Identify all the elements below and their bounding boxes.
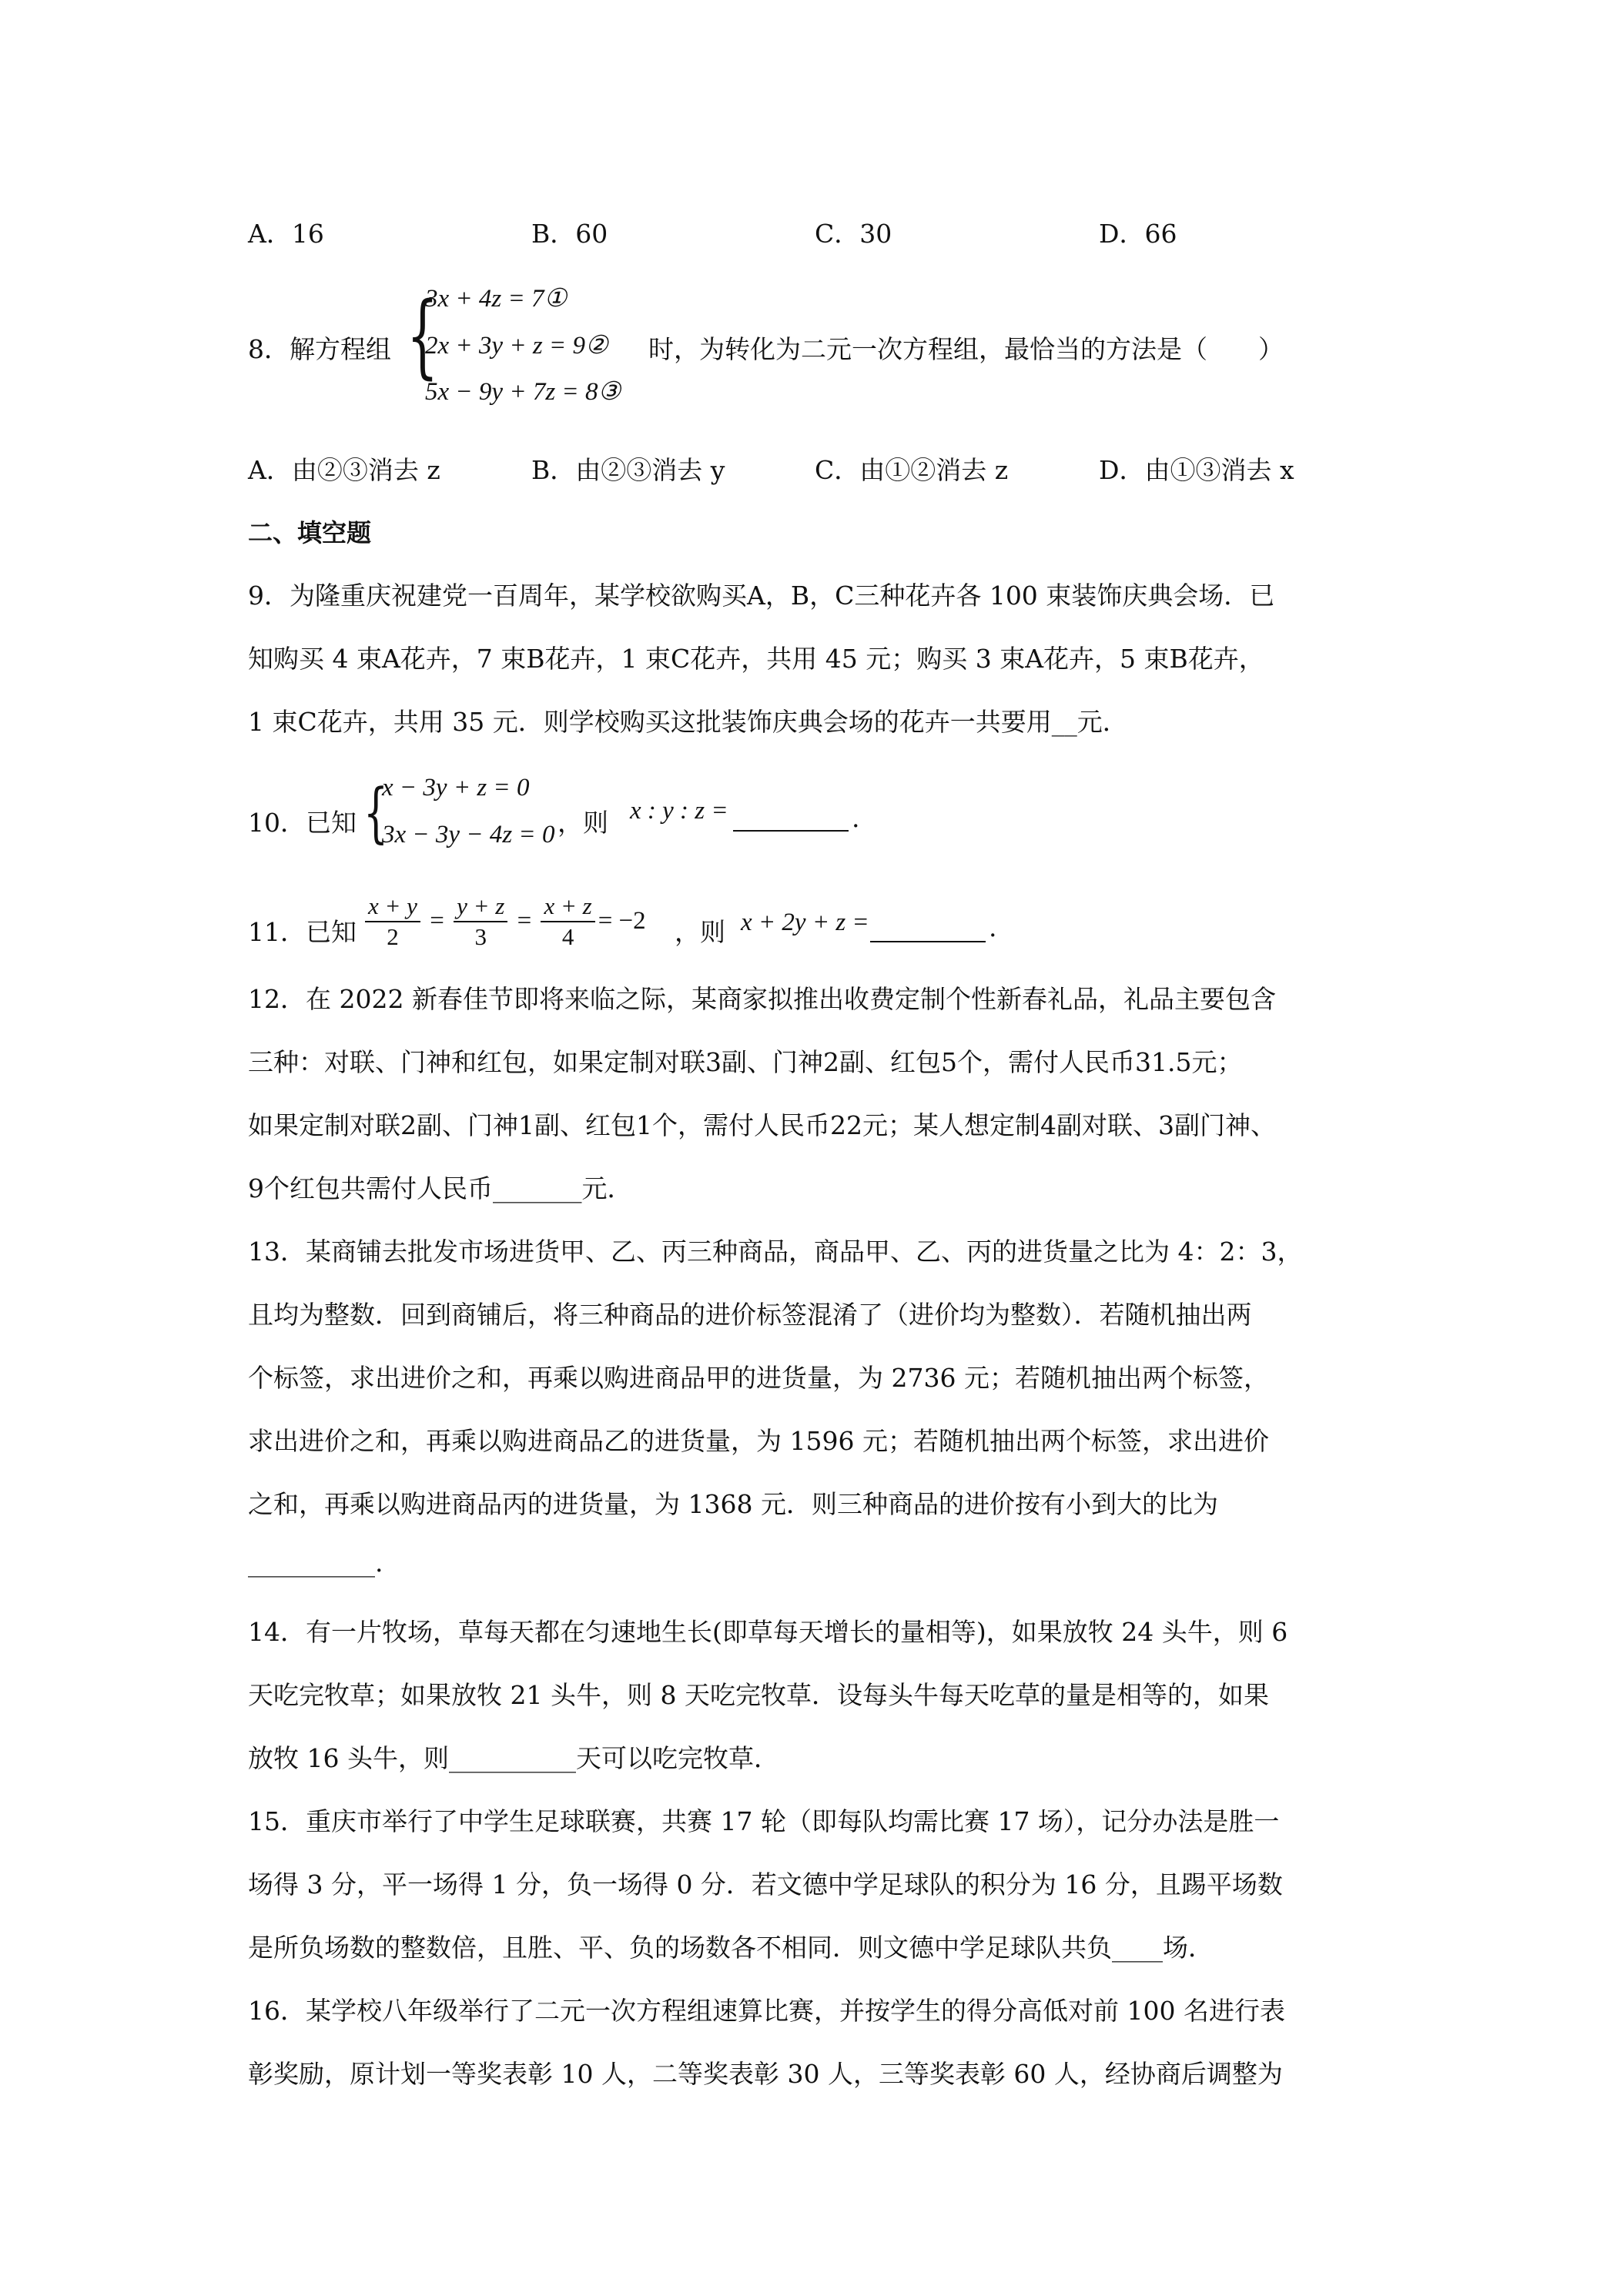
q15-line-3: 是所负场数的整数倍，且胜、平、负的场数各不相同．则文德中学足球队共负____场． (248, 1933, 1214, 1963)
q7-option-d: D．66 (1099, 219, 1177, 249)
q11-ask: x + 2y + z = (741, 909, 869, 936)
section-title-fill-in: 二、填空题 (248, 518, 372, 547)
q11-value: = −2 (598, 907, 646, 935)
q13-line-3: 个标签，求出进价之和，再乘以购进商品甲的进货量，为 2736 元；若随机抽出两个标签， (248, 1363, 1269, 1393)
q11-mid: ，则 (675, 917, 725, 947)
q13-line-5: 之和，再乘以购进商品丙的进货量，为 1368 元．则三种商品的进价按有小到大的比为 (248, 1489, 1218, 1519)
q9-line-2: 知购买 4 束A花卉，7 束B花卉，1 束C花卉，共用 45 元；购买 3 束A花卉，5 束B花卉， (248, 644, 1264, 674)
q14-line-2: 天吃完牧草；如果放牧 21 头牛，则 8 天吃完牧草．设每头牛每天吃草的量是相等的，如果 (248, 1680, 1269, 1710)
q13-line-1: 13．某商铺去批发市场进货甲、乙、丙三种商品，商品甲、乙、丙的进货量之比为 4：2：3， (248, 1237, 1303, 1267)
q11-frac-1-den: 2 (387, 923, 399, 950)
q12-line-2: 三种：对联、门神和红包，如果定制对联3副、门神2副、红包5个，需付人民币31.5元； (248, 1047, 1243, 1077)
q13-line-2: 且均为整数．回到商铺后，将三种商品的进价标签混淆了（进价均为整数）．若随机抽出两 (248, 1300, 1252, 1330)
q11-end: . (989, 912, 997, 942)
q9-line-3: 1 束C花卉，共用 35 元．则学校购买这批装饰庆典会场的花卉一共要用__元． (248, 707, 1128, 737)
q11-equation (362, 892, 646, 952)
q16-line-2: 彰奖励，原计划一等奖表彰 10 人，二等奖表彰 30 人，三等奖表彰 60 人，经协商后调整为 (248, 2059, 1283, 2089)
q10-suffix: ，则 (558, 808, 608, 838)
q12-line-3: 如果定制对联2副、门神1副、红包1个，需付人民币22元；某人想定制4副对联、3副门神、 (248, 1110, 1276, 1140)
q10-answer-blank (733, 808, 849, 832)
q14-line-1: 14．有一片牧场，草每天都在匀速地生长(即草每天增长的量相等)，如果放牧 24 头牛，则 6 (248, 1617, 1288, 1647)
q7-option-a: A．16 (248, 219, 324, 249)
q11-frac-3 (541, 892, 594, 952)
q8-eq-3: 5x − 9y + 7z = 8③ (425, 378, 621, 406)
q10-end: . (852, 803, 860, 833)
q9-line-1: 9．为隆重庆祝建党一百周年，某学校欲购买A，B，C三种花卉各 100 束装饰庆典会场．已 (248, 581, 1275, 611)
q10-prefix: 10．已知 (248, 808, 357, 838)
q10-ask: x : y : z = (630, 797, 728, 825)
q15-line-1: 15．重庆市举行了中学生足球联赛，共赛 17 轮（即每队均需比赛 17 场），记分办法是胜一 (248, 1806, 1280, 1836)
q11-frac-1 (365, 892, 420, 952)
q11-frac-2 (454, 892, 507, 952)
q14-line-3: 放牧 16 头牛，则__________天可以吃完牧草． (248, 1743, 779, 1773)
q8-option-c: C．由①②消去 z (815, 455, 1009, 485)
q11-eq-sign-1: = (423, 907, 451, 935)
q8-eq-1: 3x + 4z = 7① (425, 285, 568, 313)
q8-option-b: B．由②③消去 y (531, 455, 725, 485)
q11-answer-blank (870, 919, 986, 942)
q16-line-1: 16．某学校八年级举行了二元一次方程组速算比赛，并按学生的得分高低对前 100 名进行表 (248, 1996, 1285, 2026)
q11-frac-2-den: 3 (474, 923, 487, 950)
q12-line-4: 9个红包共需付人民币_______元． (248, 1173, 633, 1203)
q8-prefix: 8．解方程组 (248, 334, 391, 364)
q13-line-4: 求出进价之和，再乘以购进商品乙的进货量，为 1596 元；若随机抽出两个标签，求出进价 (248, 1426, 1269, 1456)
q10-eq-2: 3x − 3y − 4z = 0 (382, 821, 555, 848)
q11-prefix: 11．已知 (248, 917, 357, 947)
q7-option-c: C．30 (815, 219, 892, 249)
q10-brace: { (363, 775, 389, 850)
q8-eq-2: 2x + 3y + z = 9② (425, 332, 608, 360)
q11-frac-1-num: x + y (365, 892, 420, 922)
q8-option-d: D．由①③消去 x (1099, 455, 1294, 485)
q15-line-2: 场得 3 分，平一场得 1 分，负一场得 0 分．若文德中学足球队的积分为 16 分，且踢平场数 (248, 1869, 1283, 1899)
q7-option-b: B．60 (531, 219, 608, 249)
q12-line-1: 12．在 2022 新春佳节即将来临之际，某商家拟推出收费定制个性新春礼品，礼品主要包含 (248, 984, 1276, 1014)
q8-suffix: 时，为转化为二元一次方程组，最恰当的方法是（ ） (648, 334, 1284, 364)
q13-line-6: __________. (248, 1548, 383, 1578)
q10-eq-1: x − 3y + z = 0 (382, 774, 530, 802)
q8-brace: { (407, 282, 439, 388)
q11-frac-2-num: y + z (454, 892, 507, 922)
q8-option-a: A．由②③消去 z (248, 455, 440, 485)
q11-frac-3-num: x + z (541, 892, 594, 922)
q11-eq-sign-2: = (511, 907, 538, 935)
q11-frac-3-den: 4 (561, 923, 574, 950)
